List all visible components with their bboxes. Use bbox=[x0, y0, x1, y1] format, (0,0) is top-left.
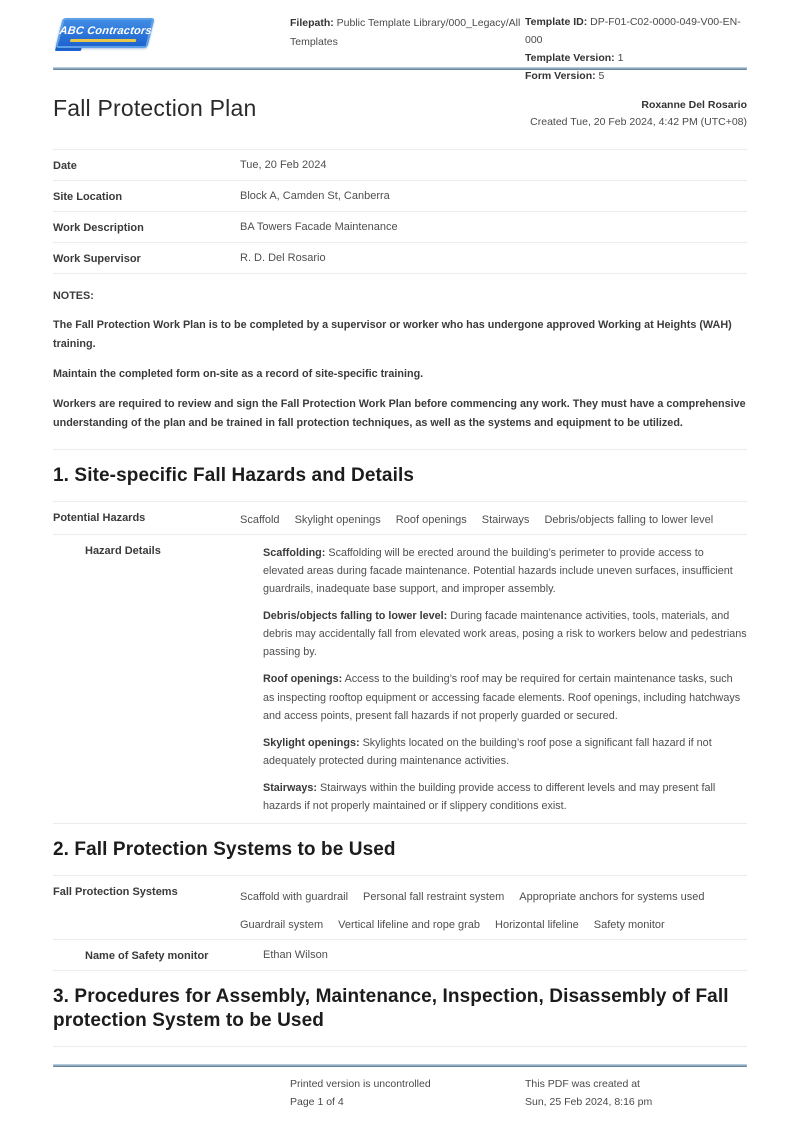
hazard-detail-paragraph bbox=[263, 779, 747, 815]
fall-protection-systems-values bbox=[240, 885, 747, 931]
hazard-detail-paragraph bbox=[263, 734, 747, 770]
hazard-details-row bbox=[53, 535, 747, 825]
safety-monitor-row bbox=[53, 940, 747, 971]
hazard-detail-lead: Scaffolding: bbox=[263, 546, 326, 559]
system-item: Guardrail system bbox=[240, 919, 324, 932]
fall-protection-systems-label: Fall Protection Systems bbox=[53, 886, 178, 899]
hazard-item: Scaffold bbox=[240, 513, 280, 526]
pdf-created-value: Sun, 25 Feb 2024, 8:16 pm bbox=[525, 1095, 653, 1108]
hazard-detail-lead: Roof openings: bbox=[263, 673, 343, 686]
potential-hazards-label: Potential Hazards bbox=[53, 511, 146, 524]
note-paragraph: Workers are required to review and sign the Fall Protection Work Plan before commencing any work. They must have a comprehensive understanding of the plan and be trained in fall protection techniques, as well as the systems and equipment to be utilized. bbox=[53, 398, 746, 430]
field-label: Site Location bbox=[53, 190, 123, 203]
pdf-created-label: This PDF was created at bbox=[525, 1078, 640, 1090]
section1-heading-row bbox=[53, 450, 747, 502]
hazard-detail-text: During facade maintenance activities, tools, materials, and debris may accidentally fall from elevated work areas, posing a risk to workers below and pedestrians passing by. bbox=[263, 610, 747, 659]
section1-heading: 1. Site-specific Fall Hazards and Details bbox=[53, 464, 415, 486]
system-item: Vertical lifeline and rope grab bbox=[338, 919, 481, 932]
hazard-item: Stairways bbox=[481, 513, 530, 526]
section2-heading-row bbox=[53, 824, 747, 876]
hazard-details-values bbox=[263, 544, 747, 816]
system-item: Safety monitor bbox=[593, 919, 665, 932]
potential-hazards-values bbox=[240, 511, 747, 526]
hazard-item: Roof openings bbox=[395, 513, 467, 526]
field-row-work-description bbox=[53, 212, 747, 243]
hazard-detail-text: Skylights located on the building’s roof pose a significant fall hazard if not adequately protected during maintenance activities. bbox=[263, 736, 712, 767]
printed-note: Printed version is uncontrolled bbox=[290, 1078, 431, 1090]
filepath bbox=[290, 14, 542, 53]
section3-heading-row bbox=[53, 971, 747, 1047]
field-row-date bbox=[53, 150, 747, 181]
field-row-work-supervisor bbox=[53, 243, 747, 274]
hazard-detail-lead: Skylight openings: bbox=[263, 736, 360, 749]
hazard-detail-paragraph bbox=[263, 544, 747, 598]
notes-heading: NOTES: bbox=[53, 289, 94, 302]
systems-line-2 bbox=[240, 916, 747, 931]
field-value: R. D. Del Rosario bbox=[240, 251, 326, 264]
fall-protection-systems-row bbox=[53, 876, 747, 940]
system-item: Appropriate anchors for systems used bbox=[519, 891, 705, 904]
filepath-value: Public Template Library/000_Legacy/All Templates bbox=[290, 17, 521, 49]
safety-monitor-value: Ethan Wilson bbox=[263, 949, 328, 962]
hazard-detail-lead: Debris/objects falling to lower level: bbox=[263, 610, 448, 623]
logo-shape bbox=[55, 18, 154, 48]
form-fields bbox=[53, 149, 747, 274]
hazard-item: Debris/objects falling to lower level bbox=[544, 513, 714, 526]
field-row-site-location bbox=[53, 181, 747, 212]
template-id-value: DP-F01-C02-0000-049-V00-EN-000 bbox=[525, 16, 741, 46]
field-label: Date bbox=[53, 159, 77, 172]
logo-tagline-bar bbox=[70, 39, 136, 42]
hazard-detail-text: Stairways within the building provide access to different levels and may present fall hazards if not properly maintained or if slippery conditions exist. bbox=[263, 782, 716, 813]
footer-left-block bbox=[290, 1076, 431, 1112]
page-title: Fall Protection Plan bbox=[53, 95, 257, 121]
section3-heading: 3. Procedures for Assembly, Maintenance, Inspection, Disassembly of Fall protection System to be Used bbox=[53, 986, 729, 1031]
hazard-item: Skylight openings bbox=[294, 513, 381, 526]
field-value: BA Towers Facade Maintenance bbox=[240, 220, 398, 233]
template-version-label: Template Version: bbox=[525, 51, 615, 64]
potential-hazards-row bbox=[53, 502, 747, 535]
field-value: Tue, 20 Feb 2024 bbox=[240, 158, 327, 171]
page-number: Page 1 of 4 bbox=[290, 1095, 344, 1108]
field-label: Work Supervisor bbox=[53, 252, 141, 265]
author-name: Roxanne Del Rosario bbox=[641, 99, 747, 111]
created-timestamp: Created Tue, 20 Feb 2024, 4:42 PM (UTC+08) bbox=[530, 115, 747, 128]
hazard-detail-text: Access to the building’s roof may be required for certain maintenance tasks, such as inspecting rooftop equipment or accessing facade elements. Roof openings, including hatchways and access points, present fall hazards if not properly guarded or secured. bbox=[263, 673, 741, 722]
hazard-details-label: Hazard Details bbox=[85, 544, 161, 557]
hazard-detail-paragraph bbox=[263, 670, 747, 724]
company-logo bbox=[55, 16, 159, 56]
filepath-label: Filepath: bbox=[290, 17, 334, 29]
document-header bbox=[53, 0, 747, 82]
form-version-label: Form Version: bbox=[525, 69, 596, 82]
header-rule bbox=[53, 67, 747, 70]
hazard-detail-lead: Stairways: bbox=[263, 782, 318, 795]
template-id-label: Template ID: bbox=[525, 16, 588, 28]
created-block bbox=[530, 95, 747, 131]
notes-section bbox=[53, 274, 747, 450]
section2-heading: 2. Fall Protection Systems to be Used bbox=[53, 839, 396, 861]
hazard-detail-paragraph bbox=[263, 607, 747, 661]
note-paragraph: Maintain the completed form on-site as a record of site-specific training. bbox=[53, 368, 424, 381]
template-meta bbox=[525, 14, 747, 85]
system-item: Scaffold with guardrail bbox=[240, 891, 349, 904]
form-version-value: 5 bbox=[595, 69, 605, 82]
footer-right-block bbox=[525, 1076, 652, 1112]
safety-monitor-label: Name of Safety monitor bbox=[85, 950, 209, 963]
field-label: Work Description bbox=[53, 221, 144, 234]
logo-text: ABC Contractors bbox=[58, 24, 153, 37]
template-id-line bbox=[525, 14, 747, 50]
system-item: Personal fall restraint system bbox=[363, 891, 505, 904]
system-item: Horizontal lifeline bbox=[495, 919, 579, 932]
template-version-value: 1 bbox=[614, 51, 624, 64]
systems-line-1 bbox=[240, 888, 747, 903]
document-footer bbox=[53, 1064, 747, 1108]
form-version-line bbox=[525, 68, 747, 86]
hazard-detail-text: Scaffolding will be erected around the building’s perimeter to provide access to elevated areas during facade maintenance. Potential hazards include uneven surfaces, insufficient guardrails, inadequate base support, and improper assembly. bbox=[263, 546, 733, 595]
footer-rule bbox=[53, 1064, 747, 1067]
template-version-line bbox=[525, 50, 747, 68]
field-value: Block A, Camden St, Canberra bbox=[240, 189, 390, 202]
note-paragraph: The Fall Protection Work Plan is to be completed by a supervisor or worker who has undergone approved Working at Heights (WAH) training. bbox=[53, 319, 732, 351]
